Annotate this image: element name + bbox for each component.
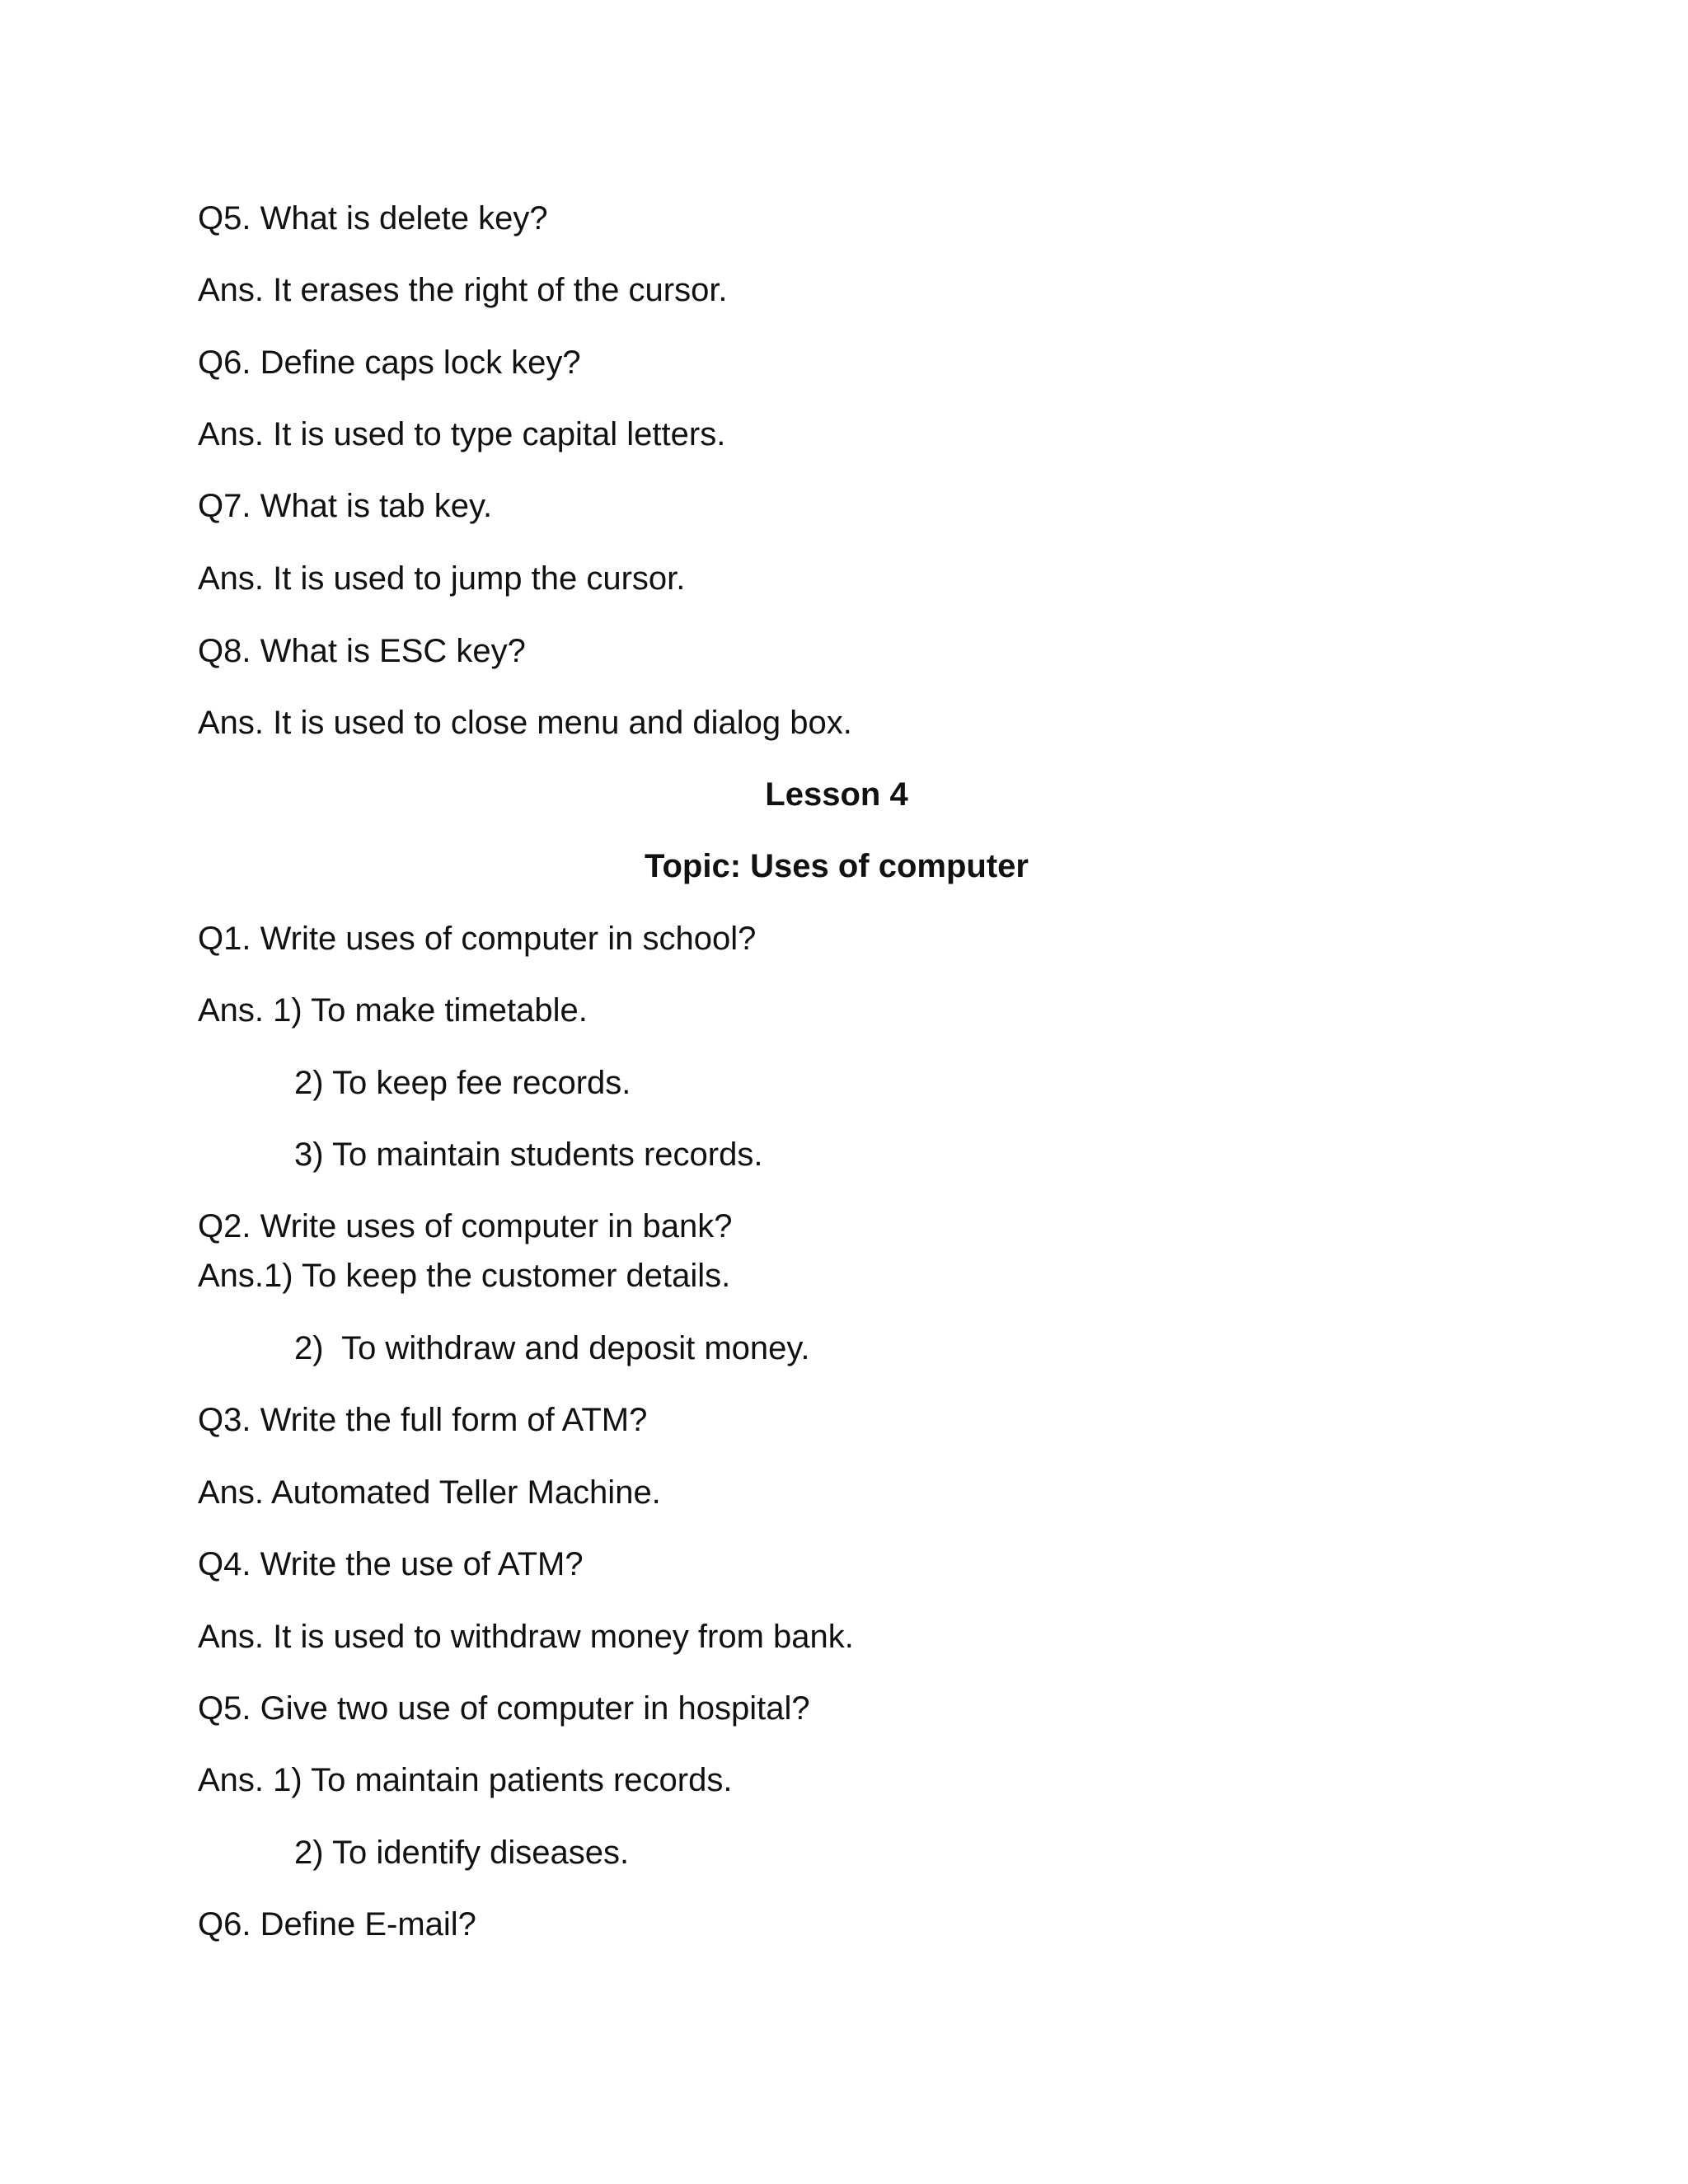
question-q1-school: Q1. Write uses of computer in school? <box>198 921 757 957</box>
answer-q1-item-3: 3) To maintain students records. <box>294 1137 763 1173</box>
answer-q3: Ans. Automated Teller Machine. <box>198 1474 661 1511</box>
answer-q1-item-1: Ans. 1) To make timetable. <box>198 992 588 1029</box>
answer-q7: Ans. It is used to jump the cursor. <box>198 560 686 597</box>
question-q6-caps-lock: Q6. Define caps lock key? <box>198 344 581 381</box>
topic-heading: Topic: Uses of computer <box>645 848 1029 884</box>
answer-q4: Ans. It is used to withdraw money from bank. <box>198 1619 854 1655</box>
question-q5-hospital: Q5. Give two use of computer in hospital? <box>198 1690 810 1727</box>
question-q8-esc-key: Q8. What is ESC key? <box>198 633 526 669</box>
answer-q6: Ans. It is used to type capital letters. <box>198 416 726 452</box>
answer-q2-item-1: Ans.1) To keep the customer details. <box>198 1258 731 1294</box>
answer-q5-item-1: Ans. 1) To maintain patients records. <box>198 1762 733 1798</box>
lesson-heading: Lesson 4 <box>765 776 908 813</box>
answer-q8: Ans. It is used to close menu and dialog box. <box>198 705 852 741</box>
question-q4-atm-use: Q4. Write the use of ATM? <box>198 1546 584 1582</box>
question-q6-email: Q6. Define E-mail? <box>198 1906 476 1943</box>
question-q2-bank: Q2. Write uses of computer in bank? <box>198 1208 733 1244</box>
answer-q1-item-2: 2) To keep fee records. <box>294 1065 631 1101</box>
question-q5-delete-key: Q5. What is delete key? <box>198 200 548 237</box>
answer-q5-item-2: 2) To identify diseases. <box>294 1835 630 1871</box>
answer-q5: Ans. It erases the right of the cursor. <box>198 272 728 308</box>
answer-q2-item-2: 2) To withdraw and deposit money. <box>294 1330 810 1366</box>
question-q7-tab-key: Q7. What is tab key. <box>198 488 493 524</box>
question-q3-atm: Q3. Write the full form of ATM? <box>198 1402 648 1438</box>
